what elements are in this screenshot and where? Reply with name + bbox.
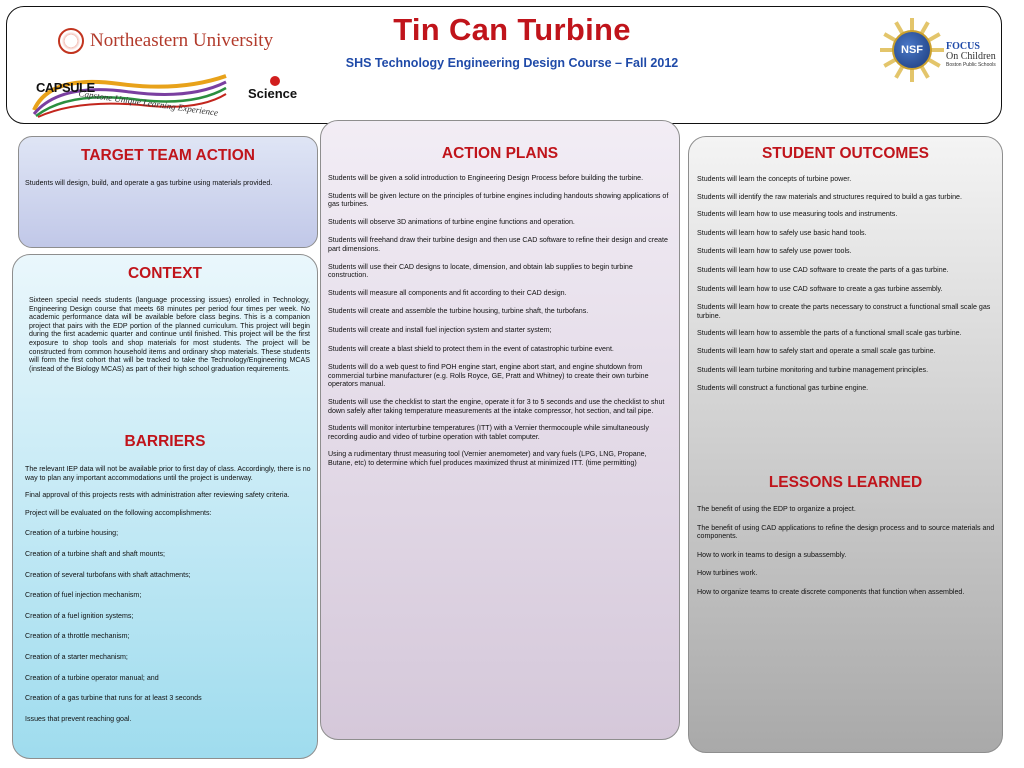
poster-subtitle: SHS Technology Engineering Design Course – Fall 2012 (345, 56, 679, 70)
list-item: Students will create and assemble the turbine housing, turbine shaft, the turbofans. (328, 307, 589, 316)
list-item: Final approval of this projects rests with administration after reviewing safety criteria. (25, 491, 290, 500)
list-item: Creation of a throttle mechanism; (25, 632, 130, 641)
northeastern-logo (58, 26, 273, 56)
list-item: How turbines work. (697, 569, 758, 578)
list-item: Students will use the checklist to start the engine, operate it for 3 to 5 seconds and use the checklist to shut down safely after taking temperature measurements at the intake compressor, hot section, and tail pipe. (328, 397, 665, 415)
list-item: Students will learn how to safely use basic hand tools. (697, 228, 867, 237)
focus-logo-text: FOCUS (946, 41, 980, 52)
action-plans-heading: ACTION PLANS (441, 145, 559, 162)
list-item: Students will be given lecture on the principles of turbine engines including handouts showing applications of gas turbines. (328, 191, 669, 209)
list-item: Students will use their CAD designs to locate, dimension, and obtain lab supplies to begin turbine construction. (328, 262, 633, 280)
list-item: Students will be given a solid introduction to Engineering Design Process before building the turbine. (328, 174, 644, 182)
list-item: Students will learn how to use CAD software to create the parts of a gas turbine. (697, 265, 949, 274)
list-item: Students will create and install fuel injection system and starter system; (328, 325, 552, 334)
list-item: Creation of fuel injection mechanism; (25, 591, 142, 600)
capsule-logo (30, 70, 230, 118)
list-item: Students will freehand draw their turbine design and then use CAD software to refine their design and create part dimensions. (328, 236, 668, 253)
context-heading: CONTEXT (127, 265, 203, 282)
list-item: How to work in teams to design a subassembly. (697, 550, 847, 559)
list-item: Creation of a turbine housing; (25, 529, 119, 538)
list-item: Issues that prevent reaching goal. (25, 714, 132, 723)
list-item: Creation of a turbine operator manual; and (25, 673, 159, 682)
student-outcomes-list (697, 175, 997, 393)
list-item: Students will learn how to use measuring tools and instruments. (697, 210, 898, 219)
list-item: Students will learn how to assemble the parts of a functional small scale gas turbine. (697, 329, 962, 338)
list-item: Students will monitor interturbine temperatures (ITT) with a Vernier thermocouple while simultaneously recording audio and video of turbine operation with tablet computer. (328, 424, 649, 441)
focus-logo-line2: On Children (946, 51, 996, 62)
list-item: Creation of a fuel ignition systems; (25, 611, 134, 620)
list-item: Students will learn how to safely start and operate a small scale gas turbine. (697, 346, 936, 355)
list-item: Students will measure all components and fit according to their CAD design. (328, 288, 567, 297)
focus-on-children-logo (946, 42, 1002, 68)
target-team-action-panel (18, 136, 318, 248)
target-team-action-heading: TARGET TEAM ACTION (81, 147, 255, 164)
list-item: Students will do a web quest to find POH engine start, engine abort start, and engine shutdown from commercial turbine manufacturer (e.g. Rolls Royce, GE, Pratt and Whitney) to create their own turbine operators manual. (328, 363, 649, 389)
student-outcomes-panel (688, 136, 1003, 753)
lessons-learned-heading: LESSONS LEARNED (768, 474, 923, 491)
poster-title: Tin Can Turbine (393, 12, 631, 47)
context-text: Sixteen special needs students (language processing issues) enrolled in Technology, Engineering Design course that meets 68 minutes per period four times per week. No academic performance data will be available before class begins. This is a companion project that pairs with the EDP portion of the planned curriculum. This project will begin during the first academic quarter and continue until finished. This project will be the first exposure to shop tools and shop materials for most students. The project will be constructed from common household items and ordinary shop materials. These students will form the first cohort that will be tracked to take the Technology/Engineering MCAS (instead of the Biology MCAS) as part of their high school graduation requirements. (29, 296, 310, 373)
list-item: Students will identify the raw materials and structures required to build a gas turbine. (697, 192, 962, 201)
action-plans-list (328, 174, 670, 467)
list-item: The relevant IEP data will not be available prior to first day of class. Accordingly, there is no way to plan any important accommodations until the project is underway. (25, 465, 311, 482)
lessons-learned-list (697, 505, 999, 597)
action-plans-panel (320, 120, 680, 740)
capsule-logo-text: CAPSULE (36, 80, 95, 95)
list-item: Creation of several turbofans with shaft attachments; (25, 570, 191, 579)
capsule-tagline: Capstone Unique Learning Experience (77, 88, 219, 118)
nsf-globe-icon: NSF (892, 30, 932, 70)
list-item: Students will learn how to safely use power tools. (697, 247, 852, 256)
list-item: Creation of a starter mechanism; (25, 652, 128, 661)
focus-logo-line3: Boston Public Schools (946, 62, 996, 68)
list-item: Students will learn the concepts of turbine power. (697, 175, 852, 183)
list-item: The benefit of using CAD applications to refine the design process and to source materials and components. (697, 523, 995, 541)
museum-dot-icon (270, 76, 280, 86)
context-barriers-panel (12, 254, 318, 759)
list-item: Students will create a blast shield to protect them in the event of catastrophic turbine event. (328, 344, 614, 353)
barriers-heading: BARRIERS (124, 433, 206, 450)
list-item: The benefit of using the EDP to organize a project. (697, 505, 856, 513)
list-item: Students will learn turbine monitoring and turbine management principles. (697, 365, 929, 374)
nsf-logo (880, 18, 944, 82)
list-item: Creation of a turbine shaft and shaft mounts; (25, 549, 165, 558)
northeastern-logo-text: Northeastern University (90, 30, 274, 51)
list-item: Students will construct a functional gas turbine engine. (697, 384, 869, 393)
target-team-action-text: Students will design, build, and operate a gas turbine using materials provided. (25, 179, 273, 187)
list-item: Students will observe 3D animations of turbine engine functions and operation. (328, 217, 575, 226)
list-item: Students will learn how to create the parts necessary to construct a functional small scale gas turbine. (697, 303, 991, 320)
northeastern-seal-icon (58, 28, 84, 54)
list-item: Using a rudimentary thrust measuring tool (Vernier anemometer) and vary fuels (LPG, LNG, Propane, Butane, etc) to determine which fuel produces maximized thrust at minimized ITT. (time permitting) (328, 450, 647, 467)
museum-logo-text: Science (248, 86, 298, 101)
list-item: Students will learn how to use CAD software to create a gas turbine assembly. (697, 284, 943, 293)
list-item: Project will be evaluated on the following accomplishments: (25, 508, 212, 517)
museum-of-science-logo (248, 70, 308, 110)
student-outcomes-heading: STUDENT OUTCOMES (761, 145, 930, 162)
list-item: How to organize teams to create discrete components that function when assembled. (697, 587, 965, 596)
barriers-list (25, 465, 311, 723)
list-item: Creation of a gas turbine that runs for at least 3 seconds (25, 694, 202, 703)
